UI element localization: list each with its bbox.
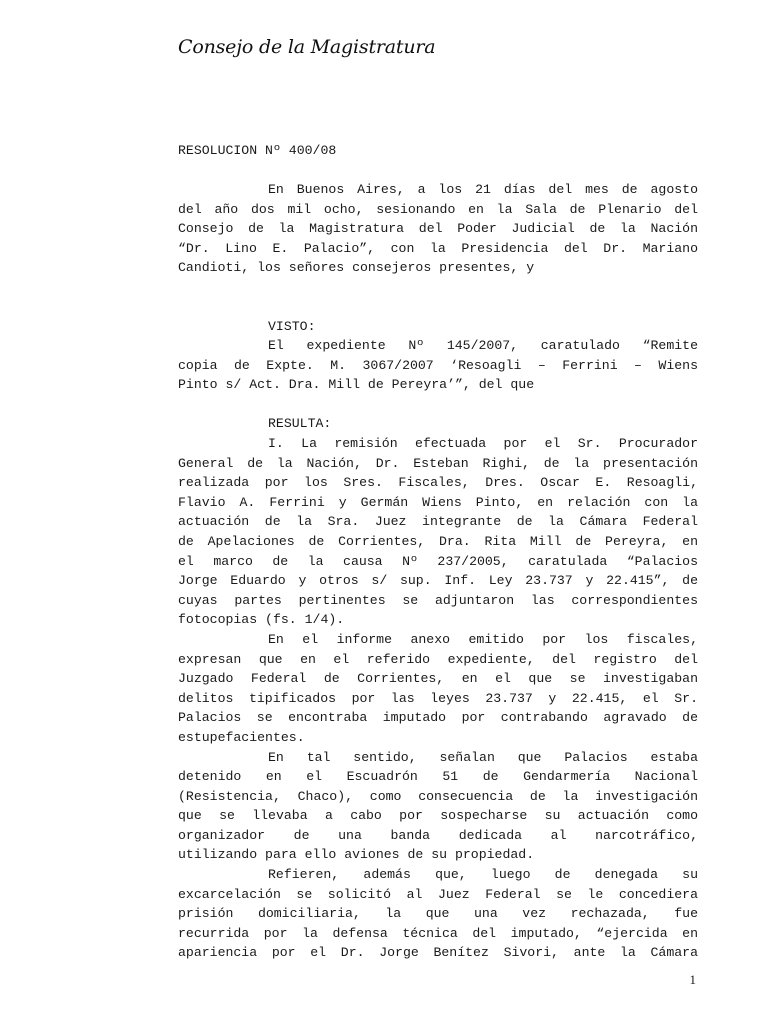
intro-paragraph	[178, 180, 698, 278]
text-line: que se llevaba a cabo por sospecharse su actuación como	[178, 808, 698, 824]
text-line: actuación de la Sra. Juez integrante de la Cámara Federal	[178, 514, 698, 530]
text-line: Flavio A. Ferrini y Germán Wiens Pinto, en relación con la	[178, 494, 698, 510]
page-number: 1	[689, 972, 696, 987]
text-line: delitos tipificados por las leyes 23.737 y 22.415, el Sr.	[178, 690, 698, 706]
letterhead-title: Consejo de la Magistratura	[178, 36, 436, 58]
text-line: General de la Nación, Dr. Esteban Righi, de la presentación	[178, 455, 698, 471]
text-line: I. La remisión efectuada por el Sr. Procurador	[268, 436, 698, 451]
resolution-number: RESOLUCION Nº 400/08	[178, 143, 337, 158]
text-line: cuyas partes pertinentes se adjuntaron las correspondientes	[178, 592, 698, 608]
visto-paragraph	[178, 336, 698, 395]
resulta-body	[178, 434, 698, 963]
visto-heading: VISTO:	[268, 319, 316, 334]
text-line: prisión domiciliaria, la que una vez rechazada, fue	[178, 906, 698, 922]
text-line: Refieren, además que, luego de denegada su	[268, 867, 698, 883]
text-line: Consejo de la Magistratura del Poder Judicial de la Nación	[178, 221, 698, 237]
text-line: Juzgado Federal de Corrientes, en el que se investigaban	[178, 671, 698, 687]
text-line: del año dos mil ocho, sesionando en la Sala de Plenario del	[178, 201, 698, 217]
text-line: El expediente Nº 145/2007, caratulado “Remite	[268, 338, 698, 353]
text-line: “Dr. Lino E. Palacio”, con la Presidencia del Dr. Mariano	[178, 240, 698, 256]
text-line: En el informe anexo emitido por los fiscales,	[268, 631, 698, 647]
text-line: excarcelación se solicitó al Juez Federal se le concediera	[178, 886, 698, 902]
text-line: realizada por los Sres. Fiscales, Dres. Oscar E. Resoagli,	[178, 475, 698, 491]
text-line: el marco de la causa Nº 237/2005, caratulada “Palacios	[178, 553, 698, 569]
text-line: fotocopias (fs. 1/4).	[178, 612, 345, 628]
text-line: recurrida por la defensa técnica del imputado, “ejercida en	[178, 925, 698, 941]
text-line: apariencia por el Dr. Jorge Benítez Sivori, ante la Cámara	[178, 945, 698, 961]
text-line: Candioti, los señores consejeros presentes, y	[178, 260, 535, 276]
text-line: Palacios se encontraba imputado por contrabando agravado de	[178, 710, 698, 726]
text-line: En Buenos Aires, a los 21 días del mes de agosto	[268, 182, 698, 197]
text-line: En tal sentido, señalan que Palacios estaba	[268, 749, 698, 765]
text-line: utilizando para ello aviones de su propiedad.	[178, 847, 535, 863]
text-line: expresan que en el referido expediente, del registro del	[178, 651, 698, 667]
text-line: de Apelaciones de Corrientes, Dra. Rita Mill de Pereyra, en	[178, 533, 698, 549]
text-line: copia de Expte. M. 3067/2007 ‘Resoagli – Ferrini – Wiens	[178, 357, 698, 373]
text-line: organizador de una banda dedicada al narcotráfico,	[178, 827, 698, 843]
text-line: Jorge Eduardo y otros s/ sup. Inf. Ley 23.737 y 22.415”, de	[178, 573, 698, 589]
text-line: estupefacientes.	[178, 729, 305, 745]
resulta-heading: RESULTA:	[268, 416, 332, 431]
text-line: (Resistencia, Chaco), como consecuencia de la investigación	[178, 788, 698, 804]
text-line: Pinto s/ Act. Dra. Mill de Pereyra’”, del que	[178, 377, 535, 393]
text-line: detenido en el Escuadrón 51 de Gendarmería Nacional	[178, 769, 698, 785]
